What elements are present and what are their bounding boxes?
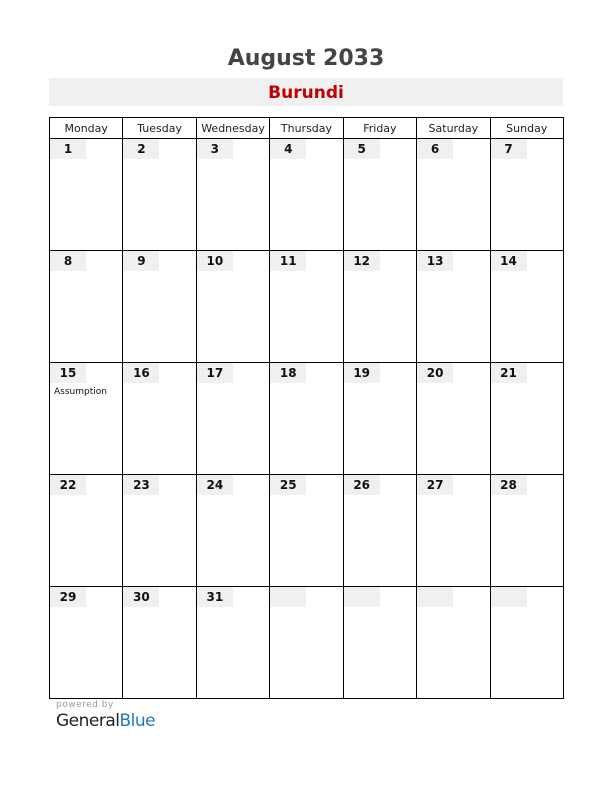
day-number: 9 [123, 251, 159, 271]
day-number: 11 [270, 251, 306, 271]
weekday-header: Tuesday [123, 118, 196, 139]
weekday-header: Thursday [270, 118, 343, 139]
day-cell[interactable] [343, 139, 416, 251]
day-number [417, 587, 453, 607]
day-cell[interactable] [417, 587, 490, 699]
calendar-grid [49, 117, 564, 699]
powered-by-text: powered by [56, 700, 114, 710]
day-number: 17 [197, 363, 233, 383]
day-cell[interactable] [270, 363, 343, 475]
weekday-header: Saturday [417, 118, 490, 139]
day-number [491, 587, 527, 607]
day-cell[interactable] [196, 475, 269, 587]
day-number: 25 [270, 475, 306, 495]
day-number: 19 [344, 363, 380, 383]
holiday-label: Assumption [54, 387, 107, 397]
country-name: Burundi [268, 83, 344, 103]
day-number: 12 [344, 251, 380, 271]
day-cell[interactable] [343, 363, 416, 475]
day-cell[interactable] [343, 587, 416, 699]
week-row [50, 475, 564, 587]
footer [56, 700, 155, 731]
day-number: 18 [270, 363, 306, 383]
day-cell[interactable] [196, 139, 269, 251]
country-banner [49, 78, 563, 106]
day-cell[interactable] [270, 251, 343, 363]
day-number: 14 [491, 251, 527, 271]
day-number: 31 [197, 587, 233, 607]
week-row [50, 251, 564, 363]
week-row [50, 587, 564, 699]
brand-blue: Blue [119, 711, 156, 731]
week-row [50, 363, 564, 475]
day-number: 30 [123, 587, 159, 607]
day-number: 15 [50, 363, 86, 383]
day-number [270, 587, 306, 607]
day-cell[interactable] [417, 251, 490, 363]
day-number: 6 [417, 139, 453, 159]
day-cell[interactable] [196, 251, 269, 363]
day-number: 22 [50, 475, 86, 495]
day-number: 16 [123, 363, 159, 383]
day-number: 2 [123, 139, 159, 159]
day-cell[interactable] [343, 251, 416, 363]
day-cell[interactable] [417, 475, 490, 587]
day-number: 20 [417, 363, 453, 383]
day-number: 8 [50, 251, 86, 271]
brand-general: General [56, 711, 120, 731]
weekday-header: Wednesday [196, 118, 269, 139]
day-cell[interactable] [50, 475, 123, 587]
generalblue-logo[interactable] [56, 711, 155, 731]
weekday-header-row [50, 118, 564, 139]
day-cell[interactable] [490, 363, 563, 475]
day-number: 4 [270, 139, 306, 159]
day-cell[interactable] [490, 587, 563, 699]
page-title: August 2033 [227, 46, 385, 71]
day-cell[interactable] [50, 251, 123, 363]
day-number: 1 [50, 139, 86, 159]
weekday-header: Sunday [490, 118, 563, 139]
day-cell[interactable] [490, 251, 563, 363]
day-cell[interactable] [50, 363, 123, 475]
day-cell[interactable] [196, 587, 269, 699]
day-cell[interactable] [417, 363, 490, 475]
day-number: 5 [344, 139, 380, 159]
day-cell[interactable] [123, 587, 196, 699]
day-cell[interactable] [417, 139, 490, 251]
day-number: 21 [491, 363, 527, 383]
weekday-header: Monday [50, 118, 123, 139]
day-number: 28 [491, 475, 527, 495]
day-cell[interactable] [50, 587, 123, 699]
day-number: 13 [417, 251, 453, 271]
day-cell[interactable] [123, 475, 196, 587]
day-number: 23 [123, 475, 159, 495]
day-number: 7 [491, 139, 527, 159]
day-cell[interactable] [50, 139, 123, 251]
weekday-header: Friday [343, 118, 416, 139]
day-number: 26 [344, 475, 380, 495]
day-number: 24 [197, 475, 233, 495]
day-cell[interactable] [270, 475, 343, 587]
day-cell[interactable] [343, 475, 416, 587]
day-cell[interactable] [196, 363, 269, 475]
day-cell[interactable] [270, 587, 343, 699]
day-cell[interactable] [123, 251, 196, 363]
day-cell[interactable] [123, 363, 196, 475]
week-row [50, 139, 564, 251]
day-number: 3 [197, 139, 233, 159]
day-number: 27 [417, 475, 453, 495]
day-number: 29 [50, 587, 86, 607]
day-cell[interactable] [490, 139, 563, 251]
day-number [344, 587, 380, 607]
day-cell[interactable] [490, 475, 563, 587]
day-cell[interactable] [123, 139, 196, 251]
day-number: 10 [197, 251, 233, 271]
day-cell[interactable] [270, 139, 343, 251]
